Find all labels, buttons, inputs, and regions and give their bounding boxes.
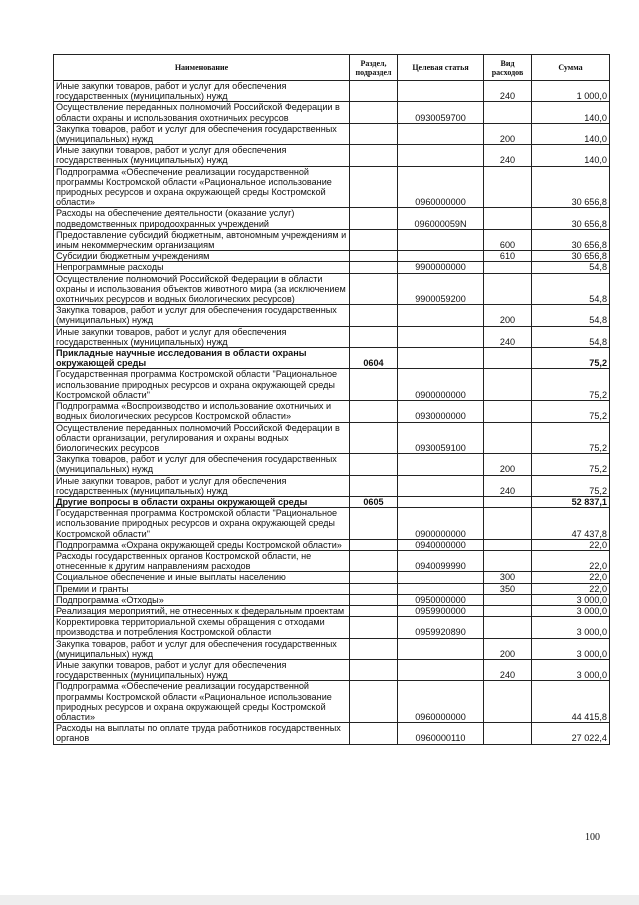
cell-sum: 75,2 [532, 348, 610, 369]
cell-name: Социальное обеспечение и иные выплаты населению [54, 572, 350, 583]
cell-target: 0930000000 [398, 401, 484, 422]
cell-sum: 54,8 [532, 326, 610, 347]
cell-section [350, 166, 398, 208]
cell-section [350, 508, 398, 540]
cell-name: Подпрограмма «Обеспечение реализации государственной программы Костромской области «Рациональное использование природных ресурсов и охрана окружающей среды Костромской области» [54, 166, 350, 208]
table-row [54, 454, 610, 475]
cell-section [350, 583, 398, 594]
budget-table [53, 54, 610, 745]
cell-section [350, 81, 398, 102]
cell-kind: 240 [484, 659, 532, 680]
cell-sum: 1 000,0 [532, 81, 610, 102]
cell-target [398, 81, 484, 102]
cell-name: Иные закупки товаров, работ и услуг для обеспечения государственных (муниципальных) нужд [54, 145, 350, 166]
cell-section [350, 229, 398, 250]
cell-section [350, 262, 398, 273]
cell-target [398, 659, 484, 680]
cell-name: Осуществление переданных полномочий Российской Федерации в области организации, регулирования и охраны водных биологических ресурсов [54, 422, 350, 454]
cell-section: 0605 [350, 496, 398, 507]
cell-section [350, 326, 398, 347]
header-name: Наименование [54, 55, 350, 81]
cell-target: 9900000000 [398, 262, 484, 273]
cell-kind [484, 723, 532, 744]
cell-kind [484, 102, 532, 123]
cell-sum: 75,2 [532, 369, 610, 401]
cell-section [350, 572, 398, 583]
cell-sum: 44 415,8 [532, 681, 610, 723]
cell-name: Иные закупки товаров, работ и услуг для обеспечения государственных (муниципальных) нужд [54, 326, 350, 347]
cell-sum: 22,0 [532, 572, 610, 583]
cell-target [398, 229, 484, 250]
cell-name: Подпрограмма «Воспроизводство и использование охотничьих и водных биологических ресурсов Костромской области» [54, 401, 350, 422]
cell-section [350, 617, 398, 638]
table-row [54, 123, 610, 144]
cell-target: 0959920890 [398, 617, 484, 638]
cell-target [398, 348, 484, 369]
table-row [54, 348, 610, 369]
cell-sum: 140,0 [532, 102, 610, 123]
cell-target [398, 572, 484, 583]
table-row [54, 475, 610, 496]
cell-name: Государственная программа Костромской области "Рациональное использование природных ресурсов и охрана окружающей среды Костромской области" [54, 369, 350, 401]
cell-sum: 22,0 [532, 583, 610, 594]
cell-name: Корректировка территориальной схемы обращения с отходами производства и потребления Костромской области [54, 617, 350, 638]
cell-name: Закупка товаров, работ и услуг для обеспечения государственных (муниципальных) нужд [54, 305, 350, 326]
cell-kind [484, 605, 532, 616]
header-sum: Сумма [532, 55, 610, 81]
page-number: 100 [585, 832, 600, 843]
cell-section [350, 638, 398, 659]
cell-kind [484, 550, 532, 571]
cell-kind: 240 [484, 475, 532, 496]
cell-kind [484, 496, 532, 507]
cell-kind: 240 [484, 81, 532, 102]
cell-sum: 75,2 [532, 422, 610, 454]
header-target: Целевая статья [398, 55, 484, 81]
cell-section [350, 723, 398, 744]
cell-kind: 600 [484, 229, 532, 250]
table-row [54, 81, 610, 102]
table-row [54, 572, 610, 583]
cell-target [398, 145, 484, 166]
cell-section [350, 539, 398, 550]
cell-kind [484, 681, 532, 723]
table-row [54, 594, 610, 605]
cell-section: 0604 [350, 348, 398, 369]
cell-name: Расходы на обеспечение деятельности (оказание услуг) подведомственных природоохранных учреждений [54, 208, 350, 229]
table-row [54, 229, 610, 250]
table-row [54, 208, 610, 229]
cell-section [350, 605, 398, 616]
table-row [54, 326, 610, 347]
cell-kind [484, 208, 532, 229]
header-section: Раздел, подраздел [350, 55, 398, 81]
cell-target [398, 454, 484, 475]
cell-name: Государственная программа Костромской области "Рациональное использование природных ресурсов и охрана окружающей среды Костромской области" [54, 508, 350, 540]
table-row [54, 605, 610, 616]
cell-name: Подпрограмма «Отходы» [54, 594, 350, 605]
cell-target: 0930059100 [398, 422, 484, 454]
cell-name: Прикладные научные исследования в области охраны окружающей среды [54, 348, 350, 369]
table-row [54, 583, 610, 594]
cell-sum: 3 000,0 [532, 594, 610, 605]
cell-section [350, 208, 398, 229]
cell-section [350, 102, 398, 123]
cell-name: Иные закупки товаров, работ и услуг для обеспечения государственных (муниципальных) нужд [54, 475, 350, 496]
cell-target [398, 123, 484, 144]
cell-sum: 22,0 [532, 539, 610, 550]
cell-target: 0900000000 [398, 508, 484, 540]
cell-name: Подпрограмма «Охрана окружающей среды Костромской области» [54, 539, 350, 550]
cell-target [398, 475, 484, 496]
cell-section [350, 369, 398, 401]
header-kind: Вид расходов [484, 55, 532, 81]
cell-target: 0960000000 [398, 681, 484, 723]
cell-name: Иные закупки товаров, работ и услуг для обеспечения государственных (муниципальных) нужд [54, 659, 350, 680]
cell-section [350, 550, 398, 571]
cell-kind [484, 273, 532, 305]
table-row [54, 369, 610, 401]
cell-kind: 200 [484, 305, 532, 326]
cell-target [398, 305, 484, 326]
cell-sum: 30 656,8 [532, 166, 610, 208]
cell-kind [484, 348, 532, 369]
cell-kind [484, 401, 532, 422]
cell-target: 0960000110 [398, 723, 484, 744]
cell-kind [484, 262, 532, 273]
cell-kind: 200 [484, 454, 532, 475]
cell-kind: 300 [484, 572, 532, 583]
cell-sum: 22,0 [532, 550, 610, 571]
cell-name: Осуществление переданных полномочий Российской Федерации в области охраны и использования охотничьих ресурсов [54, 102, 350, 123]
cell-section [350, 659, 398, 680]
cell-kind [484, 617, 532, 638]
table-row [54, 102, 610, 123]
cell-sum: 54,8 [532, 305, 610, 326]
cell-target [398, 583, 484, 594]
cell-section [350, 145, 398, 166]
cell-name: Другие вопросы в области охраны окружающей среды [54, 496, 350, 507]
cell-target: 0900000000 [398, 369, 484, 401]
cell-kind: 240 [484, 145, 532, 166]
cell-section [350, 475, 398, 496]
cell-sum: 30 656,8 [532, 251, 610, 262]
cell-target: 0959900000 [398, 605, 484, 616]
cell-sum: 47 437,8 [532, 508, 610, 540]
cell-section [350, 273, 398, 305]
cell-name: Предоставление субсидий бюджетным, автономным учреждениям и иным некоммерческим организациям [54, 229, 350, 250]
cell-name: Осуществление полномочий Российской Федерации в области охраны и использования объектов животного мира (за исключением охотничьих ресурсов и водных биологических ресурсов) [54, 273, 350, 305]
cell-name: Реализация мероприятий, не отнесенных к федеральным проектам [54, 605, 350, 616]
cell-target [398, 638, 484, 659]
cell-name: Субсидии бюджетным учреждениям [54, 251, 350, 262]
cell-name: Подпрограмма «Обеспечение реализации государственной программы Костромской области «Рациональное использование природных ресурсов и охрана окружающей среды Костромской области» [54, 681, 350, 723]
table-row [54, 422, 610, 454]
cell-kind: 350 [484, 583, 532, 594]
table-row [54, 401, 610, 422]
cell-target [398, 496, 484, 507]
table-row [54, 638, 610, 659]
cell-sum: 75,2 [532, 475, 610, 496]
cell-target: 0930059700 [398, 102, 484, 123]
cell-name: Иные закупки товаров, работ и услуг для обеспечения государственных (муниципальных) нужд [54, 81, 350, 102]
cell-sum: 75,2 [532, 401, 610, 422]
cell-sum: 75,2 [532, 454, 610, 475]
cell-name: Премии и гранты [54, 583, 350, 594]
cell-name: Непрограммные расходы [54, 262, 350, 273]
cell-name: Расходы на выплаты по оплате труда работников государственных органов [54, 723, 350, 744]
table-row [54, 550, 610, 571]
cell-name: Закупка товаров, работ и услуг для обеспечения государственных (муниципальных) нужд [54, 123, 350, 144]
cell-sum: 30 656,8 [532, 208, 610, 229]
cell-kind: 200 [484, 638, 532, 659]
cell-section [350, 681, 398, 723]
cell-target: 096000059N [398, 208, 484, 229]
cell-sum: 27 022,4 [532, 723, 610, 744]
cell-section [350, 401, 398, 422]
table-row [54, 166, 610, 208]
table-row [54, 496, 610, 507]
cell-sum: 3 000,0 [532, 617, 610, 638]
cell-name: Расходы государственных органов Костромской области, не отнесенные к другим направлениям расходов [54, 550, 350, 571]
cell-kind [484, 594, 532, 605]
cell-sum: 3 000,0 [532, 659, 610, 680]
cell-target: 0940000000 [398, 539, 484, 550]
cell-target [398, 326, 484, 347]
cell-name: Закупка товаров, работ и услуг для обеспечения государственных (муниципальных) нужд [54, 638, 350, 659]
cell-name: Закупка товаров, работ и услуг для обеспечения государственных (муниципальных) нужд [54, 454, 350, 475]
table-row [54, 723, 610, 744]
table-header-row [54, 55, 610, 81]
cell-kind: 200 [484, 123, 532, 144]
table-row [54, 681, 610, 723]
cell-section [350, 251, 398, 262]
cell-kind [484, 539, 532, 550]
cell-sum: 3 000,0 [532, 638, 610, 659]
cell-section [350, 305, 398, 326]
cell-sum: 3 000,0 [532, 605, 610, 616]
table-row [54, 262, 610, 273]
table-row [54, 251, 610, 262]
scan-edge [0, 895, 639, 905]
cell-kind: 610 [484, 251, 532, 262]
table-row [54, 145, 610, 166]
cell-kind [484, 369, 532, 401]
table-row [54, 273, 610, 305]
table-row [54, 305, 610, 326]
cell-sum: 140,0 [532, 145, 610, 166]
cell-kind [484, 166, 532, 208]
cell-sum: 54,8 [532, 262, 610, 273]
cell-section [350, 594, 398, 605]
cell-target: 0940099990 [398, 550, 484, 571]
table-row [54, 539, 610, 550]
cell-sum: 30 656,8 [532, 229, 610, 250]
cell-target: 0960000000 [398, 166, 484, 208]
cell-sum: 52 837,1 [532, 496, 610, 507]
table-row [54, 617, 610, 638]
cell-target: 0950000000 [398, 594, 484, 605]
cell-section [350, 422, 398, 454]
cell-target [398, 251, 484, 262]
cell-sum: 140,0 [532, 123, 610, 144]
cell-kind [484, 508, 532, 540]
table-body [54, 81, 610, 745]
table-row [54, 659, 610, 680]
cell-kind [484, 422, 532, 454]
cell-target: 9900059200 [398, 273, 484, 305]
cell-section [350, 454, 398, 475]
table-row [54, 508, 610, 540]
cell-sum: 54,8 [532, 273, 610, 305]
cell-kind: 240 [484, 326, 532, 347]
cell-section [350, 123, 398, 144]
